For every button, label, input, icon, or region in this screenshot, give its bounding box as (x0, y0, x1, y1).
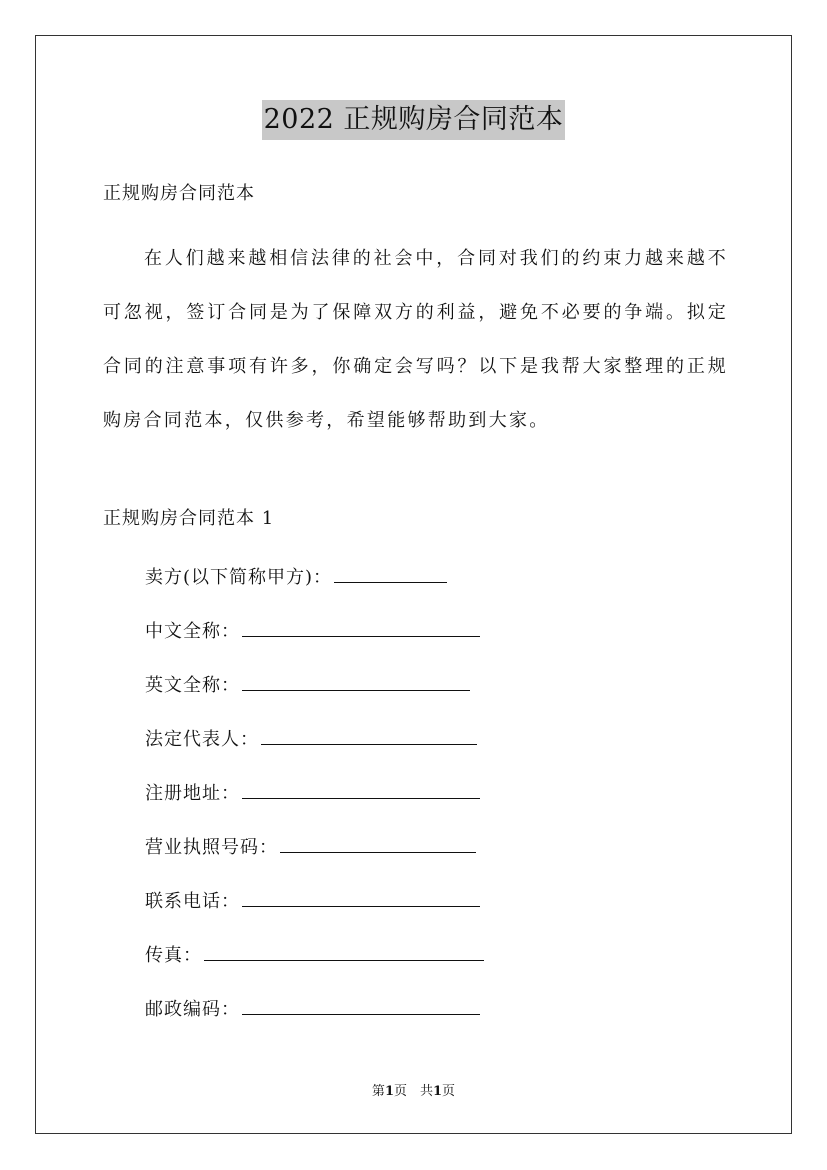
seller-field (145, 563, 447, 592)
chinese-name-field (145, 617, 480, 646)
blank-line (242, 779, 480, 799)
title-container (0, 100, 827, 140)
blank-line (242, 617, 480, 637)
total-page-number: 1 (433, 1084, 443, 1099)
document-title: 2022 正规购房合同范本 (262, 100, 566, 140)
blank-line (280, 833, 476, 853)
document-subtitle: 正规购房合同范本 (103, 183, 255, 204)
legal-representative-field (145, 725, 477, 754)
blank-line (242, 995, 480, 1015)
phone-field (145, 887, 480, 916)
field-label: 英文全称： (145, 675, 240, 696)
business-license-field (145, 833, 476, 862)
blank-line (242, 671, 470, 691)
postal-code-field (145, 995, 480, 1024)
field-label: 邮政编码： (145, 999, 240, 1020)
blank-line (204, 941, 484, 961)
english-name-field (145, 671, 470, 700)
field-label: 卖方(以下简称甲方)： (145, 567, 333, 588)
footer-prefix: 第 (371, 1084, 385, 1099)
field-label: 联系电话： (145, 891, 240, 912)
field-label: 传真： (145, 945, 202, 966)
page-footer (0, 1082, 827, 1102)
section-heading: 正规购房合同范本 1 (103, 508, 275, 529)
blank-line (242, 887, 480, 907)
fax-field (145, 941, 484, 970)
field-label: 营业执照号码： (145, 837, 278, 858)
registered-address-field (145, 779, 480, 808)
blank-line (334, 563, 447, 583)
current-page-number: 1 (384, 1084, 394, 1099)
intro-paragraph: 在人们越来越相信法律的社会中，合同对我们的约束力越来越不可忽视，签订合同是为了保障双方的利益，避免不必要的争端。拟定合同的注意事项有许多，你确定会写吗？以下是我帮大家整理的正规购房合同范本，仅供参考，希望能够帮助到大家。 (103, 248, 728, 431)
field-label: 注册地址： (145, 783, 240, 804)
footer-suffix: 页 (442, 1084, 456, 1099)
field-label: 法定代表人： (145, 729, 259, 750)
blank-line (261, 725, 477, 745)
footer-mid: 页 共 (393, 1084, 433, 1099)
field-label: 中文全称： (145, 621, 240, 642)
